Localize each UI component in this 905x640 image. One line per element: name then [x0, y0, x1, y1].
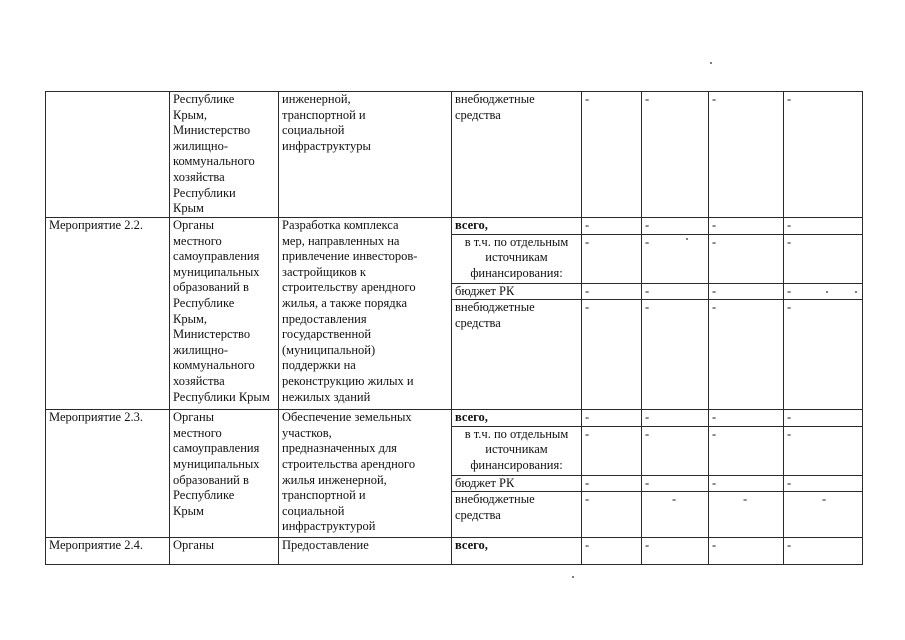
- value-cell: -: [709, 475, 784, 492]
- value-cell: -: [582, 234, 642, 283]
- value-cell: -: [709, 538, 784, 565]
- value-cell: -: [709, 426, 784, 475]
- value-cell: -: [709, 92, 784, 218]
- executor-text: Республике Крым, Министерство жилищно- коммунального хозяйства Республики Крым: [173, 92, 255, 216]
- funding-source-text: внебюджетные средства: [455, 300, 535, 330]
- measure-name-cell: [46, 92, 170, 218]
- value-cell: -: [642, 283, 709, 300]
- measure-name-cell: [46, 538, 170, 565]
- funding-source-cell: [452, 92, 582, 218]
- executor-cell: [170, 538, 279, 565]
- value-cell: -: [784, 218, 863, 235]
- executor-text: Органы: [173, 538, 215, 553]
- funding-source-text: в т.ч. по отдельным источникам финансирования:: [464, 234, 569, 280]
- program-measures-table: [45, 91, 863, 565]
- executor-cell: [170, 218, 279, 410]
- value-cell: -: [642, 92, 709, 218]
- value-cell: -: [709, 300, 784, 410]
- value-cell: -: [582, 538, 642, 565]
- value-cell: -: [709, 492, 784, 538]
- funding-source-cell: [452, 300, 582, 410]
- value-cell: -: [582, 300, 642, 410]
- value-cell: -: [784, 492, 863, 538]
- executor-text: Органы местного самоуправления муниципальных образований в Республике Крым, Министерство жилищно- коммунального хозяйства Республики Крым: [173, 218, 270, 404]
- executor-cell: [170, 92, 279, 218]
- value-cell: -: [784, 300, 863, 410]
- value-cell: -: [582, 426, 642, 475]
- measure-name-cell: [46, 218, 170, 410]
- value-cell: -: [642, 410, 709, 427]
- value-cell: -: [784, 475, 863, 492]
- action-text: инженерной, транспортной и социальной инфраструктуры: [282, 92, 371, 153]
- measure-name: Мероприятие 2.3.: [49, 410, 143, 425]
- funding-source-cell: [452, 426, 582, 475]
- value-cell: -: [642, 218, 709, 235]
- value-cell: -: [784, 92, 863, 218]
- action-cell: [279, 538, 452, 565]
- funding-source-cell: [452, 234, 582, 283]
- funding-source-cell: всего,: [452, 218, 582, 235]
- value-cell: -: [582, 410, 642, 427]
- value-cell: -: [642, 492, 709, 538]
- value-cell: -: [582, 92, 642, 218]
- funding-source-cell: всего,: [452, 410, 582, 427]
- scan-speck: [710, 62, 712, 64]
- scan-speck: [826, 291, 828, 293]
- value-cell: -: [709, 218, 784, 235]
- funding-source-text: внебюджетные средства: [455, 492, 535, 522]
- measure-name: Мероприятие 2.2.: [49, 218, 143, 232]
- value-cell: -: [709, 410, 784, 427]
- action-cell: [279, 410, 452, 538]
- action-text: Предоставление: [282, 538, 369, 553]
- value-cell: -: [709, 283, 784, 300]
- value-cell: -: [642, 538, 709, 565]
- value-cell: -: [582, 218, 642, 235]
- table-row: [46, 538, 863, 565]
- action-text: Разработка комплекса мер, направленных на привлечение инвесторов- застройщиков к строительству арендного жилья, а также порядка предоставления государственной (муниципальной) поддержки на реконструкцию жилых и нежилых зданий: [282, 218, 418, 404]
- value-cell: -: [642, 234, 709, 283]
- scan-speck: [686, 238, 688, 240]
- table-row: [46, 410, 863, 427]
- value-cell: -: [582, 492, 642, 538]
- scan-speck: [572, 576, 574, 578]
- measure-name: Мероприятие 2.4.: [49, 538, 143, 553]
- value-cell: -: [784, 283, 863, 300]
- measure-name-cell: [46, 410, 170, 538]
- table-row: [46, 92, 863, 218]
- value-cell: -: [642, 475, 709, 492]
- value-cell: -: [582, 475, 642, 492]
- funding-source-cell: всего,: [452, 538, 582, 565]
- funding-source-text: в т.ч. по отдельным источникам финансирования:: [464, 426, 569, 472]
- value-cell: -: [642, 300, 709, 410]
- funding-source-cell: [452, 492, 582, 538]
- scan-speck: [855, 291, 857, 293]
- funding-source-text: внебюджетные средства: [455, 92, 535, 122]
- executor-text: Органы местного самоуправления муниципальных образований в Республике Крым: [173, 410, 260, 518]
- value-cell: -: [784, 410, 863, 427]
- value-cell: -: [784, 234, 863, 283]
- table-row: [46, 218, 863, 235]
- action-cell: [279, 218, 452, 410]
- value-cell: -: [642, 426, 709, 475]
- funding-source-cell: бюджет РК: [452, 475, 582, 492]
- value-cell: -: [582, 283, 642, 300]
- action-text: Обеспечение земельных участков, предназначенных для строительства арендного жилья инженерной, транспортной и социальной инфраструктурой: [282, 410, 416, 534]
- executor-cell: [170, 410, 279, 538]
- value-cell: -: [709, 234, 784, 283]
- value-cell: -: [784, 426, 863, 475]
- funding-source-cell: бюджет РК: [452, 283, 582, 300]
- value-cell: -: [784, 538, 863, 565]
- action-cell: [279, 92, 452, 218]
